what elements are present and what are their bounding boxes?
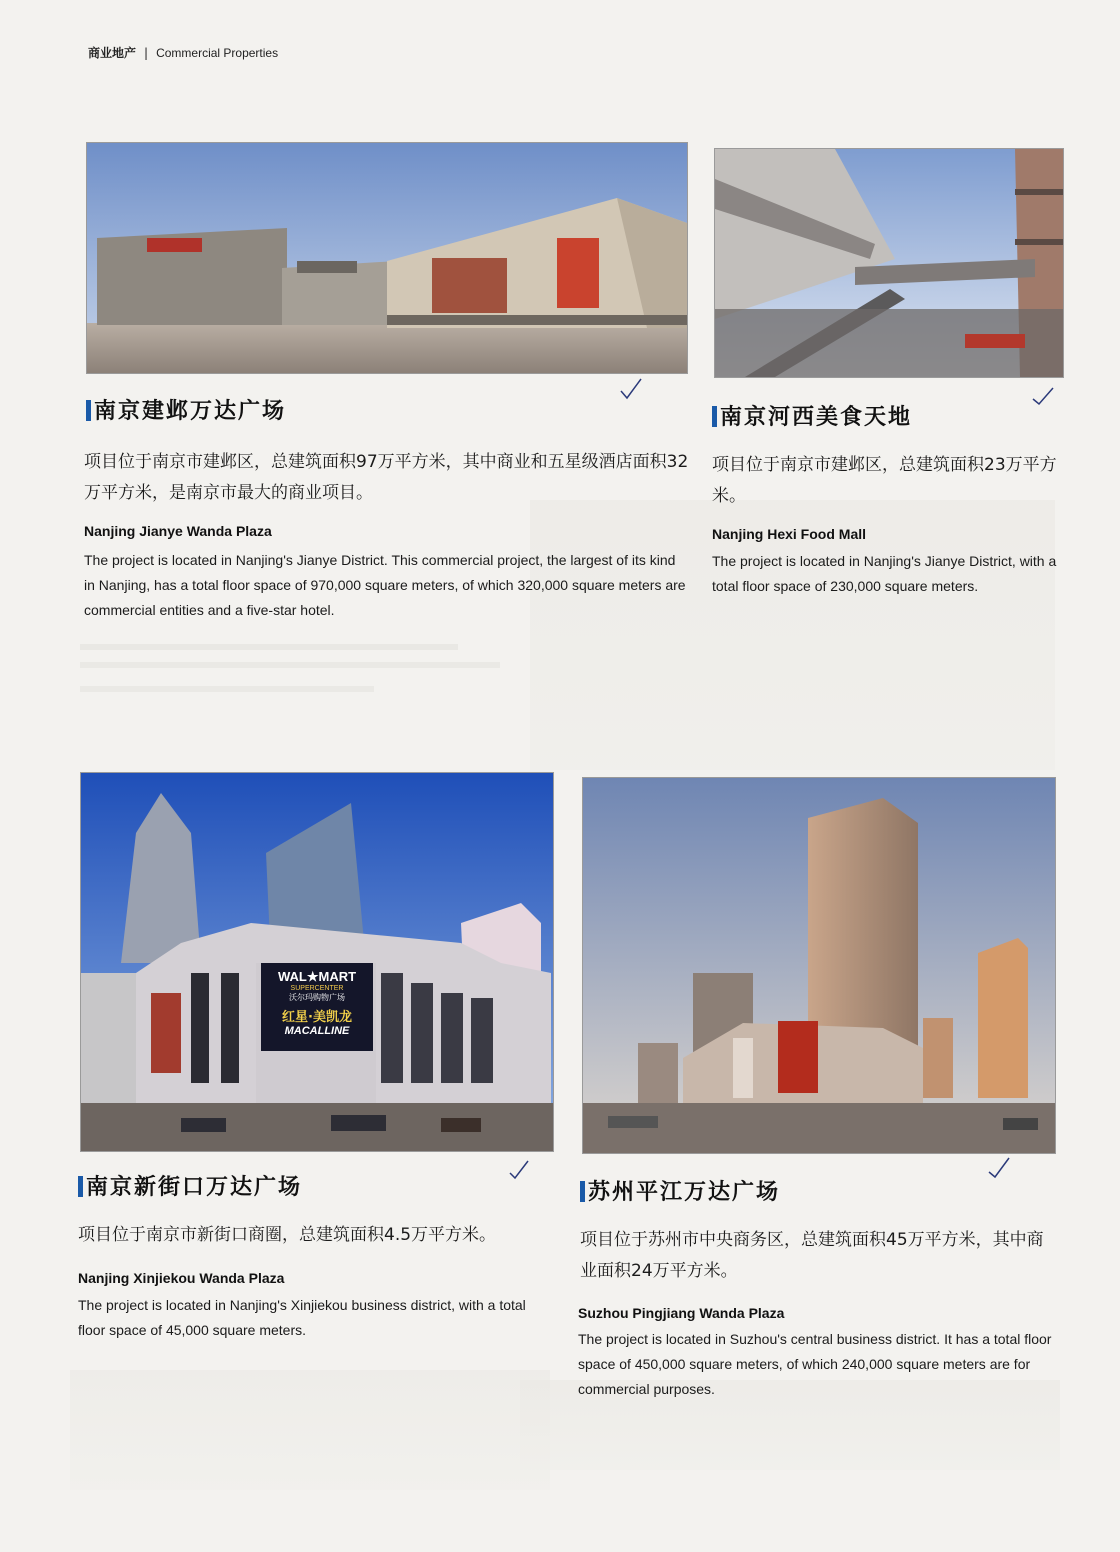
project-desc-en: The project is located in Nanjing's Jianye District, with a total floor space of 230,000 square meters. (712, 553, 1057, 594)
title-text: 南京新街口万达广场 (86, 1175, 303, 1200)
check-mark-icon (508, 1158, 530, 1182)
photo-suzhou-pingjiang-wanda-plaza (582, 777, 1056, 1154)
show-through-text (80, 640, 500, 720)
project-name-en: Nanjing Xinjiekou Wanda Plaza (78, 1270, 285, 1286)
accent-bar (78, 1176, 83, 1197)
accent-bar (712, 406, 717, 427)
check-mark-icon (618, 376, 644, 402)
title-text: 南京河西美食天地 (720, 405, 913, 430)
title-text: 南京建邺万达广场 (94, 399, 287, 424)
project-desc-cn: 项目位于南京市建邺区，总建筑面积23万平方米。 (712, 455, 1057, 506)
supercenter-text: SUPERCENTER (290, 985, 344, 992)
project-title-cn (78, 1170, 302, 1201)
page-header (88, 44, 278, 61)
section-name-en: Commercial Properties (156, 46, 279, 60)
check-mark-icon (1030, 383, 1056, 409)
accent-bar (580, 1181, 585, 1202)
walmart-logo-text: WAL★MART (277, 969, 357, 984)
project-desc-cn: 项目位于苏州市中央商务区，总建筑面积45万平方米，其中商业面积24万平方米。 (580, 1230, 1044, 1281)
walmart-cn-text: 沃尔玛购物广场 (289, 993, 345, 1002)
project-desc-en: The project is located in Nanjing's Jianye District. This commercial project, the largest of its kind in Nanjing, has a total floor space of 970,000 square meters, of which 320,000 square meters are commercial entities and a five-star hotel. (84, 552, 686, 618)
project-desc-en: The project is located in Nanjing's Xinjiekou business district, with a total floor space of 45,000 square meters. (78, 1297, 526, 1338)
project-desc-cn: 项目位于南京市新街口商圈，总建筑面积4.5万平方米。 (78, 1225, 497, 1245)
project-title-cn (712, 400, 912, 431)
project-name-en: Suzhou Pingjiang Wanda Plaza (578, 1305, 785, 1321)
section-name-cn: 商业地产 (88, 46, 137, 60)
photo-jianye-wanda-plaza (86, 142, 688, 374)
header-separator: | (144, 46, 149, 60)
show-through-block (70, 1370, 550, 1490)
macalline-text: MACALLINE (284, 1025, 350, 1037)
photo-xinjiekou-wanda-plaza (80, 772, 554, 1152)
title-text: 苏州平江万达广场 (588, 1180, 781, 1205)
walmart-macalline-sign (261, 963, 373, 1051)
redstar-cn-text: 红星·美凯龙 (282, 1010, 352, 1025)
project-name-en: Nanjing Hexi Food Mall (712, 526, 867, 542)
photo-hexi-food-mall (714, 148, 1064, 378)
project-title-cn (86, 394, 286, 425)
accent-bar (86, 400, 91, 421)
check-mark-icon (987, 1154, 1011, 1180)
project-desc-en: The project is located in Suzhou's central business district. It has a total floor space of 450,000 square meters, of which 240,000 square meters are for commercial purposes. (578, 1331, 1052, 1397)
project-name-en: Nanjing Jianye Wanda Plaza (84, 523, 272, 539)
project-desc-cn: 项目位于南京市建邺区，总建筑面积97万平方米，其中商业和五星级酒店面积32万平方米，是南京市最大的商业项目。 (84, 452, 689, 503)
project-title-cn (580, 1175, 780, 1206)
